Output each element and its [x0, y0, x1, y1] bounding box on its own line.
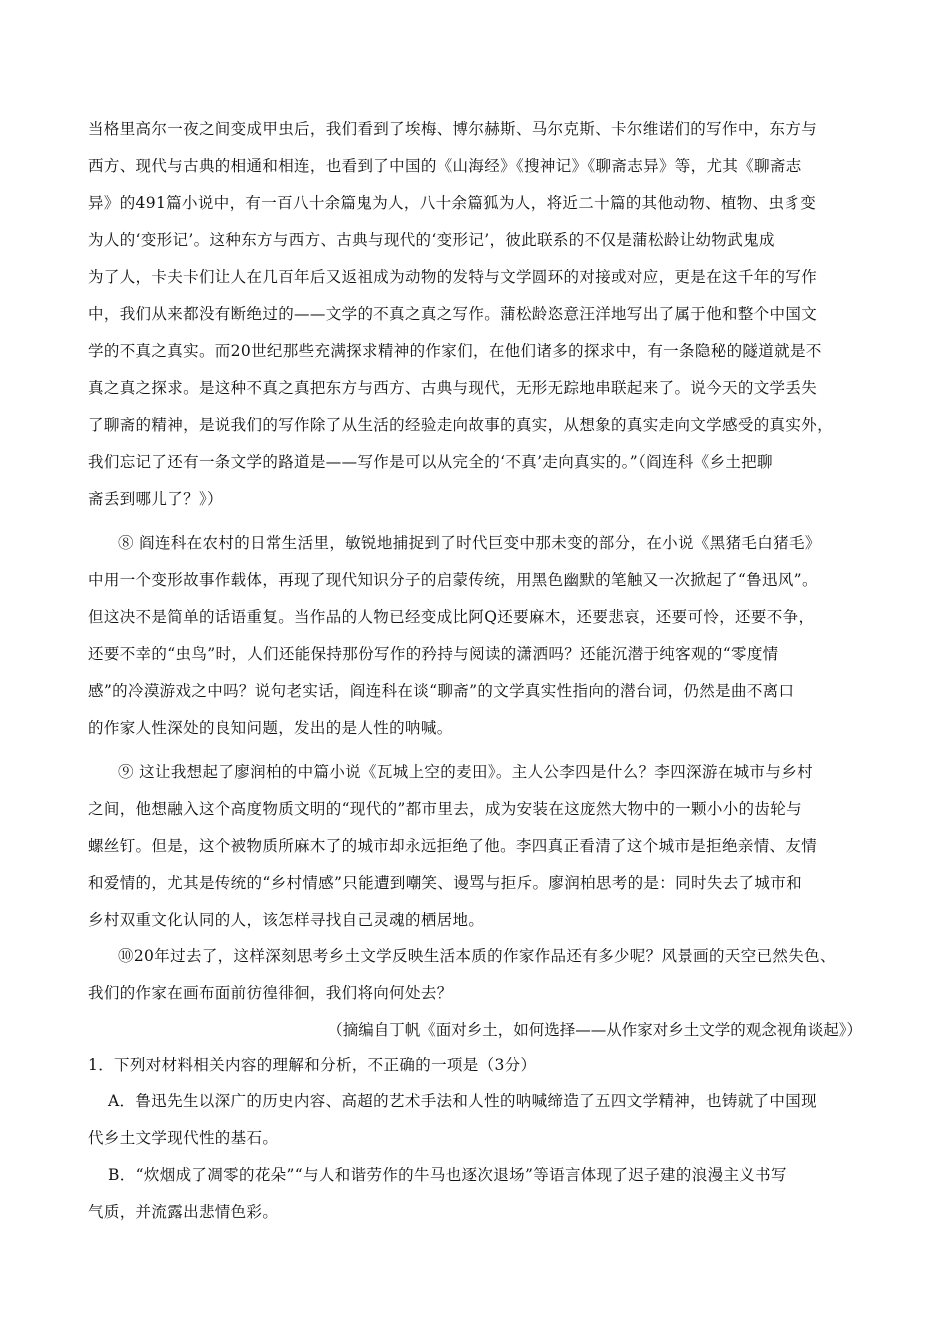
text-line: 的作家人性深处的良知问题，发出的是人性的呐喊。 [88, 719, 453, 737]
question-stem: 1．下列对材料相关内容的理解和分析，不正确的一项是（3分） [88, 1056, 537, 1074]
text-line: 异》的491篇小说中，有一百八十余篇鬼为人，八十余篇狐为人，将近二十篇的其他动物、植物、虫豸变 [88, 194, 817, 212]
text-line: 西方、现代与古典的相通和相连，也看到了中国的《山海经》《搜神记》《聊斋志异》等，尤其《聊斋志 [88, 157, 802, 175]
text-line: 了聊斋的精神，是说我们的写作除了从生活的经验走向故事的真实，从想象的真实走向文学感受的真实外， [88, 416, 833, 434]
text-line: 当格里高尔一夜之间变成甲虫后，我们看到了埃梅、博尔赫斯、马尔克斯、卡尔维诺们的写作中，东方与 [88, 120, 818, 138]
source-citation: （摘编自丁帆《面对乡土，如何选择——从作家对乡土文学的观念视角谈起》） [327, 1021, 862, 1039]
option-line: B．“炊烟成了凋零的花朵”“与人和谐劳作的牛马也逐次退场”等语言体现了迟子建的浪漫主义书写 [108, 1166, 787, 1184]
text-line: ⑧ 阎连科在农村的日常生活里，敏锐地捕捉到了时代巨变中那未变的部分，在小说《黑猪毛白猪毛》 [118, 534, 821, 552]
text-line: 螺丝钉。但是，这个被物质所麻木了的城市却永远拒绝了他。李四真正看清了这个城市是拒绝亲情、友情 [88, 837, 818, 855]
option-line: 代乡土文学现代性的基石。 [88, 1129, 279, 1147]
text-line: 真之真之探求。是这种不真之真把东方与西方、古典与现代，无形无踪地串联起来了。说今天的文学丢失 [88, 379, 818, 397]
text-line: ⑨ 这让我想起了廖润柏的中篇小说《瓦城上空的麦田》。主人公李四是什么？李四深游在城市与乡村 [118, 763, 813, 781]
option-line: 气质，并流露出悲情色彩。 [88, 1203, 279, 1221]
text-line: 感”的冷漠游戏之中吗？说句老实话，阎连科在谈“聊斋”的文学真实性指向的潜台词，仍然是曲不离口 [88, 682, 795, 700]
text-line: 中用一个变形故事作载体，再现了现代知识分子的启蒙传统，用黑色幽默的笔触又一次掀起了“鲁迅风”。 [88, 571, 818, 589]
text-line: 为了人，卡夫卡们让人在几百年后又返祖成为动物的发特与文学圆环的对接或对应，更是在这千年的写作 [88, 268, 818, 286]
text-line: 和爱情的，尤其是传统的“乡村情感”只能遭到嘲笑、谩骂与拒斥。廖润柏思考的是：同时失去了城市和 [88, 874, 802, 892]
text-line: 但这决不是简单的话语重复。当作品的人物已经变成比阿Q还要麻木，还要悲哀，还要可怜，还要不争， [88, 608, 815, 626]
option-line: A．鲁迅先生以深广的历史内容、高超的艺术手法和人性的呐喊缔造了五四文学精神，也铸就了中国现 [108, 1092, 817, 1110]
text-line: 之间，他想融入这个高度物质文明的“现代的”都市里去，成为安装在这庞然大物中的一颗小小的齿轮与 [88, 800, 802, 818]
text-line: 中，我们从来都没有断绝过的——文学的不真之真之写作。蒲松龄恣意汪洋地写出了属于他和整个中国文 [88, 305, 818, 323]
text-line: ⑩20年过去了，这样深刻思考乡土文学反映生活本质的作家作品还有多少呢？风景画的天空已然失色、 [118, 947, 836, 965]
text-line: 乡村双重文化认同的人，该怎样寻找自己灵魂的栖居地。 [88, 911, 485, 929]
text-line: 还要不幸的“虫鸟”时，人们还能保持那份写作的矜持与阅读的潇洒吗？还能沉潜于纯客观的“零度情 [88, 645, 779, 663]
text-line: 我们的作家在画布面前彷徨徘徊，我们将向何处去？ [88, 984, 453, 1002]
text-line: 学的不真之真实。而20世纪那些充满探求精神的作家们，在他们诸多的探求中，有一条隐秘的隧道就是不 [88, 342, 822, 360]
text-line: 斋丢到哪儿了？》） [88, 490, 223, 508]
text-line: 我们忘记了还有一条文学的路道是——写作是可以从完全的‘不真’走向真实的。”（阎连科《乡土把聊 [88, 453, 773, 471]
text-line: 为人的‘变形记’。这种东方与西方、古典与现代的‘变形记’，彼此联系的不仅是蒲松龄让幼物武鬼成 [88, 231, 775, 249]
